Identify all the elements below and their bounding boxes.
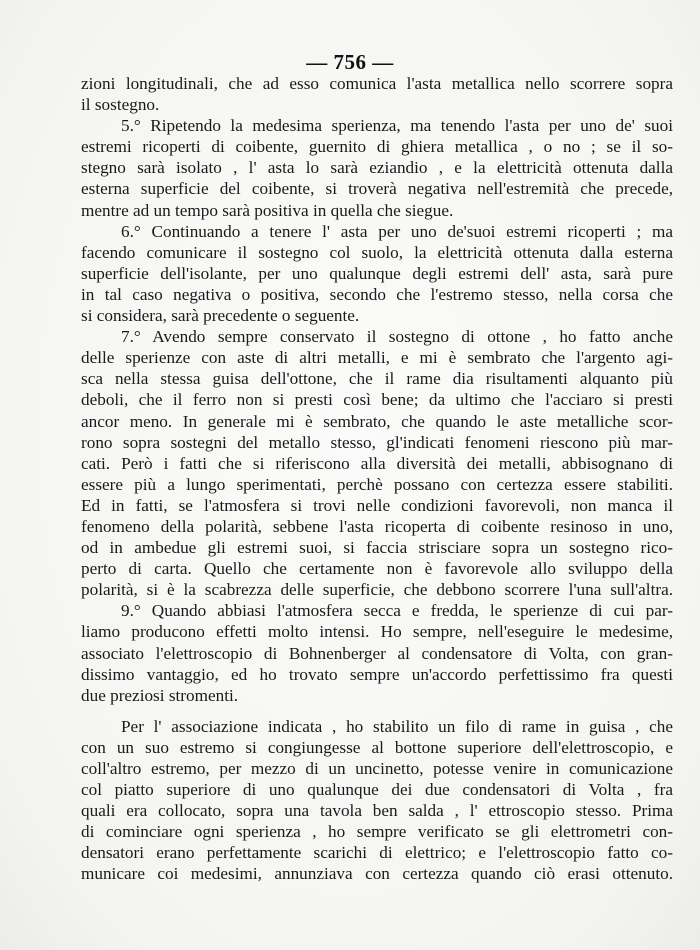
text-line: 5.° Ripetendo la medesima sperienza, ma tenendo l'asta per uno de' suoi	[121, 116, 673, 136]
text-line: 6.° Continuando a tenere l' asta per uno de'suoi estremi ricoperti ; ma	[121, 221, 673, 241]
text-line: 9.° Quando abbiasi l'atmosfera secca e fredda, le sperienze di cui par-	[121, 601, 673, 621]
paragraph-7	[81, 326, 673, 600]
text-line: ancor meno. In generale mi è sembrato, che quando le aste metalliche scor-	[81, 411, 673, 431]
text-line: di cominciare ogni sperienza , ho sempre verificato se gli elettrometri con-	[81, 822, 673, 842]
paragraph-9	[81, 600, 673, 705]
text-line: fenomeno della polarità, sebbene l'asta ricoperta di coibente resinoso in uno,	[81, 516, 673, 536]
paragraph-association	[81, 716, 673, 885]
text-line: facendo comunicare il sostegno col suolo, la elettricità ottenuta dalla esterna	[81, 242, 673, 262]
paragraph-6	[81, 221, 673, 326]
text-line: zioni longitudinali, che ad esso comunica l'asta metallica nello scorrere sopra	[81, 74, 673, 93]
text-line: municare coi medesimi, annunziava con certezza quando ciò erasi ottenuto.	[81, 864, 673, 884]
text-line: sca nella stessa guisa dell'ottone, che il rame dia risultamenti alquanto più	[81, 369, 673, 389]
text-line: esterna superficie del coibente, si troverà negativa nell'estremità che precede,	[81, 179, 673, 199]
text-line: Per l' associazione indicata , ho stabilito un filo di rame in guisa , che	[121, 716, 673, 736]
text-line: liamo producono effetti molto intensi. Ho sempre, nell'eseguire le medesime,	[81, 622, 673, 642]
text-line: cati. Però i fatti che si riferiscono alla diversità dei metalli, abbisognano di	[81, 453, 673, 473]
text-line: Ed in fatti, se l'atmosfera si trovi nelle condizioni favorevoli, non manca il	[81, 495, 673, 515]
text-line: mentre ad un tempo sarà positiva in quella che siegue.	[81, 200, 454, 220]
text-line: polarità, si è la scabrezza delle superficie, che debbono scorrere l'una sull'altra.	[81, 580, 673, 600]
text-line: perto di carta. Quello che certamente non è favorevole allo sviluppo della	[81, 559, 673, 579]
text-line: essere più a lungo sperimentati, perchè possano con certezza essere stabiliti.	[81, 474, 673, 494]
text-line: estremi ricoperti di coibente, guernito di ghiera metallica , o no ; se il so-	[81, 137, 673, 157]
paragraph-gap	[81, 706, 673, 716]
text-line: si considera, sarà precedente o seguente.	[81, 306, 360, 326]
text-line: 7.° Avendo sempre conservato il sostegno di ottone , ho fatto anche	[121, 327, 673, 347]
paragraph-continuation	[81, 73, 673, 115]
text-line: col piatto superiore di uno qualunque dei due condensatori di Volta , fra	[81, 780, 673, 800]
paragraph-5	[81, 115, 673, 220]
text-line: densatori erano perfettamente scarichi di elettrico; e l'elettroscopio fatto co-	[81, 843, 673, 863]
text-line: dissimo vantaggio, ed ho trovato sempre un'accordo perfettissimo fra questi	[81, 664, 673, 684]
text-line: stegno sarà isolato , l' asta lo sarà eziandio , e la elettricità ottenuta dalla	[81, 158, 673, 178]
text-line: rono sopra sostegni del metallo stesso, gl'indicati fenomeni riescono più mar-	[81, 432, 673, 452]
text-line: in tal caso negativa o positiva, secondo che l'estremo stesso, nella corsa che	[81, 284, 673, 304]
text-line: od in ambedue gli estremi suoi, si faccia strisciare sopra un sostegno rico-	[81, 538, 673, 558]
text-line: coll'altro estremo, per mezzo di un uncinetto, potesse venire in comunicazione	[81, 759, 673, 778]
text-line: associato l'elettroscopio di Bohnenberger al condensatore di Volta, con gran-	[81, 643, 673, 663]
text-line: superficie dell'isolante, per uno qualunque degli estremi dell' asta, sarà pure	[81, 263, 673, 283]
page-number: — 756 —	[306, 50, 394, 74]
body-text	[81, 73, 673, 885]
text-line: quali era collocato, sopra una tavola ben salda , l' ettroscopio stesso. Prima	[81, 801, 673, 821]
text-line: delle sperienze con aste di altri metalli, e mi è sembrato che l'argento agi-	[81, 348, 673, 368]
text-line: deboli, che il ferro non si presti così bene; da ultimo che l'acciaro si presti	[81, 390, 673, 410]
text-line: con un suo estremo si congiungesse al bottone superiore dell'elettroscopio, e	[81, 737, 673, 757]
text-line: due preziosi stromenti.	[81, 685, 239, 705]
text-line: il sostegno.	[81, 95, 160, 115]
